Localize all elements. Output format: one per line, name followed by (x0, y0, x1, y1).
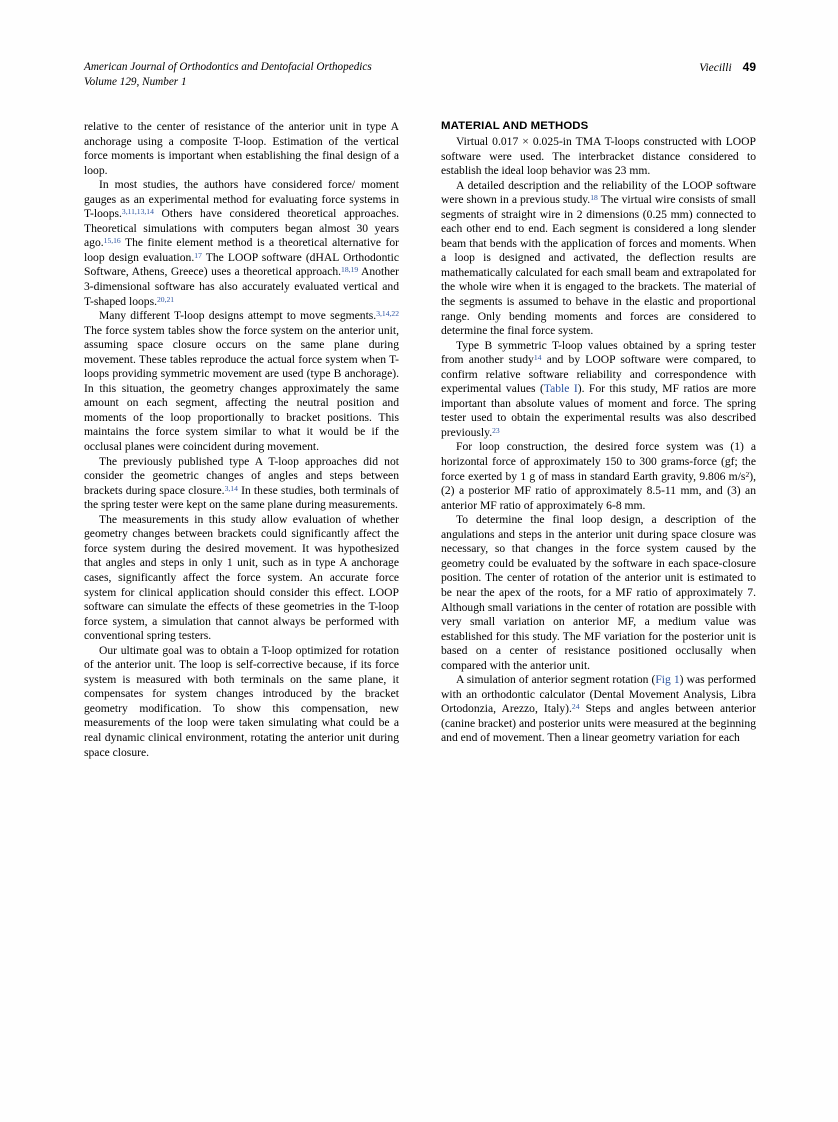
journal-header-right (699, 60, 756, 76)
paragraph: To determine the final loop design, a description of the angulations and steps in the anterior unit during space closure was necessary, so that changes in the force system caused by the geometry could be evaluated by the software in each space-closure position. The center of rotation of the anterior unit is estimated to be near the apex of the roots, for a MF ratio of approximately 7. Although small variations in the center of rotation are possible with very small variation on anterior MF, a medium value was established for this study. The MF variation for the posterior unit is based on a center of resistance positioned occlusally when compared with the anterior unit. (441, 513, 756, 672)
journal-volume: Volume 129, Number 1 (84, 76, 187, 88)
cross-reference-link[interactable]: Fig 1 (655, 673, 680, 687)
left-column (84, 120, 399, 760)
paragraph: The previously published type A T-loop approaches did not consider the geometric changes of angles and steps between brackets during space closure.$^{3,14}$ In these studies, both terminals of the spring tester were kept on the same plane during measurements. (84, 454, 400, 512)
reference-marker[interactable]: 14 (533, 353, 542, 363)
superscript: 2 (745, 469, 750, 479)
paragraph: Our ultimate goal was to obtain a T-loop optimized for rotation of the anterior unit. The loop is self-corrective because, if its force system is measured with both terminals on the same plane, it compensates for system changes introduced by the bracket geometry modification. To show this compensation, new measurements of the loop were taken simulating what could be a real dynamic clinical environment, rotating the anterior unit during space closure. (84, 643, 399, 759)
cross-reference-link[interactable]: Table I (543, 382, 578, 396)
reference-marker[interactable]: 23 (492, 425, 500, 435)
journal-header-left (84, 60, 372, 90)
reference-marker[interactable]: 15,16 (103, 236, 121, 246)
journal-title: American Journal of Orthodontics and Dentofacial Orthopedics (84, 61, 372, 73)
reference-marker[interactable]: 18,19 (341, 265, 359, 275)
page-number: 49 (742, 60, 756, 74)
reference-marker[interactable]: 17 (194, 250, 202, 260)
reference-marker[interactable]: 3,11,13,14 (121, 207, 154, 217)
paragraph: A simulation of anterior segment rotation (Fig 1) was performed with an orthodontic calculator (Dental Movement Analysis, Libra Ortodonzia, Arezzo, Italy).$^{24}$ Steps and angles between anterior (canine bracket) and posterior units were measured at the beginning and end of movement. Then a linear geometry variation for each (441, 673, 756, 745)
reference-marker[interactable]: 3,14 (224, 483, 238, 493)
paragraph: A detailed description and the reliability of the LOOP software were shown in a previous study.$^{18}$ The virtual wire consists of small segments of straight wire in 2 dimensions (0.25 mm) connected to each other end to end. Each segment is considered a long slender beam that bends with the application of forces and moments. When a loop is designed and activated, the deflection results are mathematically calculated for each small beam and extrapolated for the whole wire when it is engaged to the brackets. The material of the segments is assumed to behave in the elastic and proportional range. Only bending moments and forces are considered to determine the final force system. (441, 178, 756, 338)
right-column (441, 120, 756, 760)
paragraph: The measurements in this study allow evaluation of whether geometry changes between brackets could significantly affect the force system during the desired movement. It was hypothesized that angles and steps in only 1 unit, such as in type A anchorage cases, significantly affect the force system. An accurate force system for clinical application should consider this effect. LOOP software can simulate the effects of these geometries in the T-loop force system, a simulation that cannot always be performed with conventional spring testers. (84, 512, 399, 643)
paragraph: Many different T-loop designs attempt to move segments.$^{3,14,22}$ The force system tables show the force system on the anterior unit, assuming space closure occurs on the same plane during movement. These tables reproduce the actual force system when T-loops providing symmetric movement are used (type B anchorage). In this situation, the geometry changes approximately the same amount on each segment, affecting the neutral position and moments of the loop proportionally to bracket positions. This maintains the force system similar to what it would be if the occlusal planes were coincident during movement. (84, 308, 399, 454)
paragraph: In most studies, the authors have considered force/ moment gauges as an experimental method for evaluating force systems in T-loops.$^{3,11,13,14}$ Others have considered theoretical approaches. Theoretical simulations with computers began almost 30 years ago.$^{15,16}$ The finite element method is a theoretical alternative for loop design evaluation.$^{17}$ The LOOP software (dHAL Orthodontic Software, Athens, Greece) uses a theoretical approach.$^{18,19}$ Another 3-dimensional software has also accurately evaluated vertical and T-shaped loops.$^{20,21}$ (84, 178, 400, 308)
paragraph: For loop construction, the desired force system was (1) a horizontal force of approximately 150 to 300 grams-force (gf; the force exerted by 1 g of mass in standard Earth gravity, 9.806 $m/s^2$), (2) a posterior MF ratio of approximately 8.5-11 mm, and (3) an anterior MF ratio of approximately 6-8 mm. (441, 440, 756, 512)
author-name: Viecilli (699, 62, 732, 74)
reference-marker[interactable]: 3,14,22 (376, 308, 399, 318)
page-header (84, 60, 756, 96)
article-body (84, 120, 756, 760)
reference-marker[interactable]: 18 (590, 193, 598, 202)
reference-marker[interactable]: 20,21 (157, 294, 175, 304)
paragraph: Type B symmetric T-loop values obtained by a spring tester from another study$^{14}$ and by LOOP software were compared, to confirm relative software reliability and correspondence with experimental values (Table I). For this study, MF ratios are more important than absolute values of moment and force. The spring tester used to obtain the experimental results was also described previously.$^{23}$ (441, 338, 757, 439)
paragraph: Virtual 0.017 × 0.025-in TMA T-loops constructed with LOOP software were used. The interbracket distance considered to establish the ideal loop behavior was 23 mm. (441, 135, 756, 178)
reference-marker[interactable]: 24 (571, 702, 580, 712)
section-heading-material-and-methods: MATERIAL AND METHODS (441, 120, 589, 132)
paragraph: relative to the center of resistance of the anterior unit in type A anchorage using a composite T-loop. Estimation of the vertical force moments is important when establishing the final design of a loop. (84, 120, 399, 177)
